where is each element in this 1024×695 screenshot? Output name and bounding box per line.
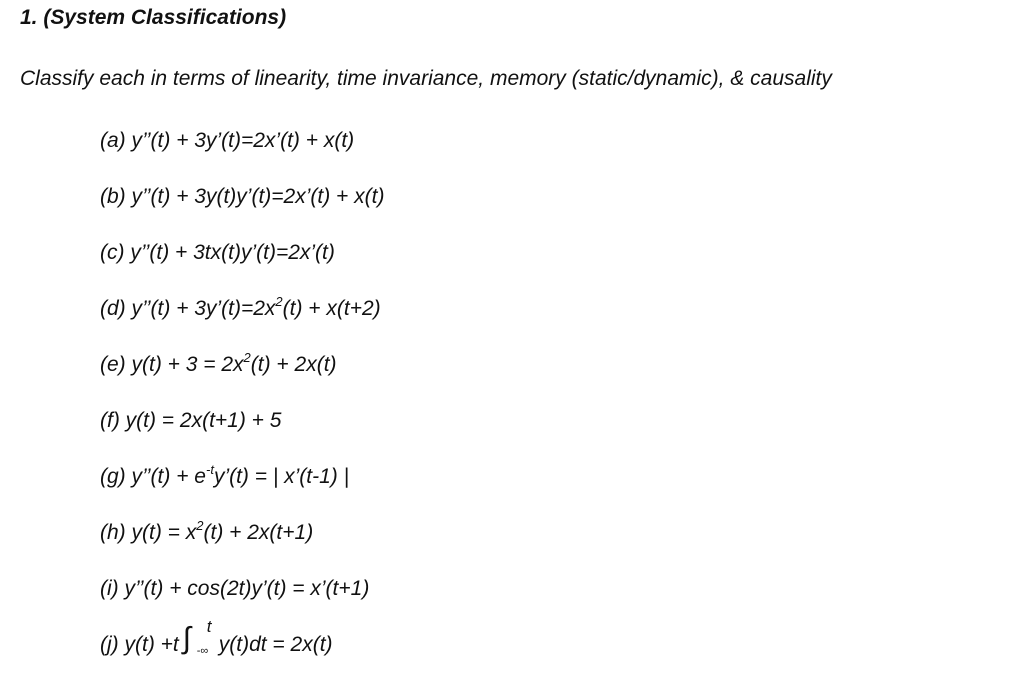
superscript: -t xyxy=(205,462,214,477)
integral-upper-limit: t xyxy=(206,617,212,637)
equation: (c) y’’(t) + 3tx(t)y’(t)=2x’(t) xyxy=(100,241,335,264)
problem-d xyxy=(100,294,384,350)
problem-j xyxy=(100,617,384,686)
integral-lower-limit: -∞ xyxy=(196,645,209,658)
equation-part: (t) + 2x(t+1) xyxy=(203,521,314,544)
instructions-text: Classify each in terms of linearity, time invariance, memory (static/dynamic), & causality xyxy=(20,67,832,90)
problem-list xyxy=(100,126,384,686)
integral-sign-icon xyxy=(179,617,219,660)
equation-part: (h) y(t) = x xyxy=(100,521,197,544)
equation-part: (e) y(t) + 3 = 2x xyxy=(100,353,244,376)
equation-part: (t) + x(t+2) xyxy=(282,297,381,320)
superscript: 2 xyxy=(243,350,251,365)
equation-part: (j) y(t) +t xyxy=(100,633,179,656)
equation-part: (d) y’’(t) + 3y’(t)=2x xyxy=(100,297,276,320)
superscript: 2 xyxy=(275,294,283,309)
problem-g xyxy=(100,462,384,518)
problem-c xyxy=(100,238,384,294)
problem-f xyxy=(100,406,384,462)
problem-i xyxy=(100,574,384,630)
equation-part: y(t)dt = 2x(t) xyxy=(218,633,333,656)
integral-symbol: ∫ xyxy=(182,622,191,656)
problem-title: 1. (System Classifications) xyxy=(20,6,287,29)
equation: (f) y(t) = 2x(t+1) + 5 xyxy=(100,409,282,432)
equation-part: (t) + 2x(t) xyxy=(250,353,337,376)
problem-e xyxy=(100,350,384,406)
problem-a xyxy=(100,126,384,182)
equation: (b) y’’(t) + 3y(t)y’(t)=2x’(t) + x(t) xyxy=(100,185,385,208)
equation-part: y’(t) = | x’(t-1) | xyxy=(213,465,350,488)
superscript: 2 xyxy=(196,518,204,533)
equation-part: (g) y’’(t) + e xyxy=(100,465,206,488)
equation: (a) y’’(t) + 3y’(t)=2x’(t) + x(t) xyxy=(100,129,355,152)
problem-b xyxy=(100,182,384,238)
problem-h xyxy=(100,518,384,574)
equation: (i) y’’(t) + cos(2t)y’(t) = x’(t+1) xyxy=(100,577,370,600)
